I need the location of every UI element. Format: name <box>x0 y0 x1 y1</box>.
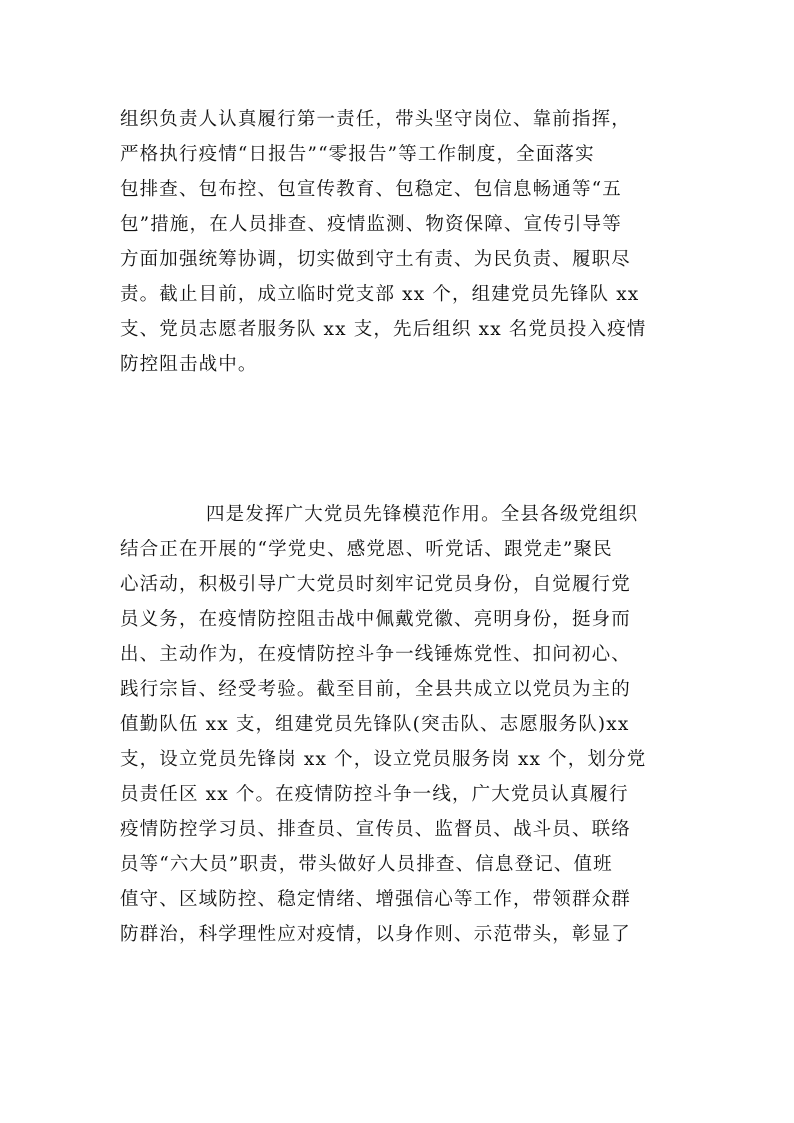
text-line: 支、党员志愿者服务队 xx 支，先后组织 xx 名党员投入疫情 <box>120 319 647 340</box>
text-line: 疫情防控学习员、排查员、宣传员、监督员、战斗员、联络 <box>120 819 631 840</box>
text-line: 包排查、包布控、包宣传教育、包稳定、包信息畅通等“五 <box>120 179 622 200</box>
text-line: 员责任区 xx 个。在疫情防控斗争一线，广大党员认真履行 <box>120 784 629 805</box>
text-line: 员等“六大员”职责，带头做好人员排查、信息登记、值班 <box>120 854 613 875</box>
text-line: 严格执行疫情“日报告”“零报告”等工作制度，全面落实 <box>120 144 595 165</box>
text-line: 责。截止目前，成立临时党支部 xx 个，组建党员先锋队 xx <box>120 284 640 305</box>
text-line: 践行宗旨、经受考验。截至目前，全县共成立以党员为主的 <box>120 679 631 700</box>
text-line: 值守、区域防控、稳定情绪、增强信心等工作，带领群众群 <box>120 889 631 910</box>
text-line: 员义务，在疫情防控阻击战中佩戴党徽、亮明身份，挺身而 <box>120 609 631 630</box>
text-line: 包”措施，在人员排查、疫情监测、物资保障、宣传引导等 <box>120 214 622 235</box>
text-line: 支，设立党员先锋岗 xx 个，设立党员服务岗 xx 个，划分党 <box>120 749 647 770</box>
text-line: 结合正在开展的“学党史、感党恩、听党话、跟党走”聚民 <box>120 539 613 560</box>
text-line: 心活动，积极引导广大党员时刻牢记党员身份，自觉履行党 <box>120 574 631 595</box>
text-line: 四是发挥广大党员先锋模范作用。全县各级党组织 <box>206 504 639 525</box>
text-line: 组织负责人认真履行第一责任，带头坚守岗位、靠前指挥， <box>120 109 631 130</box>
text-line: 防控阻击战中。 <box>120 354 258 375</box>
text-line: 防群治，科学理性应对疫情，以身作则、示范带头，彰显了 <box>120 924 631 945</box>
text-line: 出、主动作为，在疫情防控斗争一线锤炼党性、扣问初心、 <box>120 644 631 665</box>
text-line: 值勤队伍 xx 支，组建党员先锋队(突击队、志愿服务队)xx <box>120 714 630 735</box>
text-line: 方面加强统筹协调，切实做到守土有责、为民负责、履职尽 <box>120 249 631 270</box>
